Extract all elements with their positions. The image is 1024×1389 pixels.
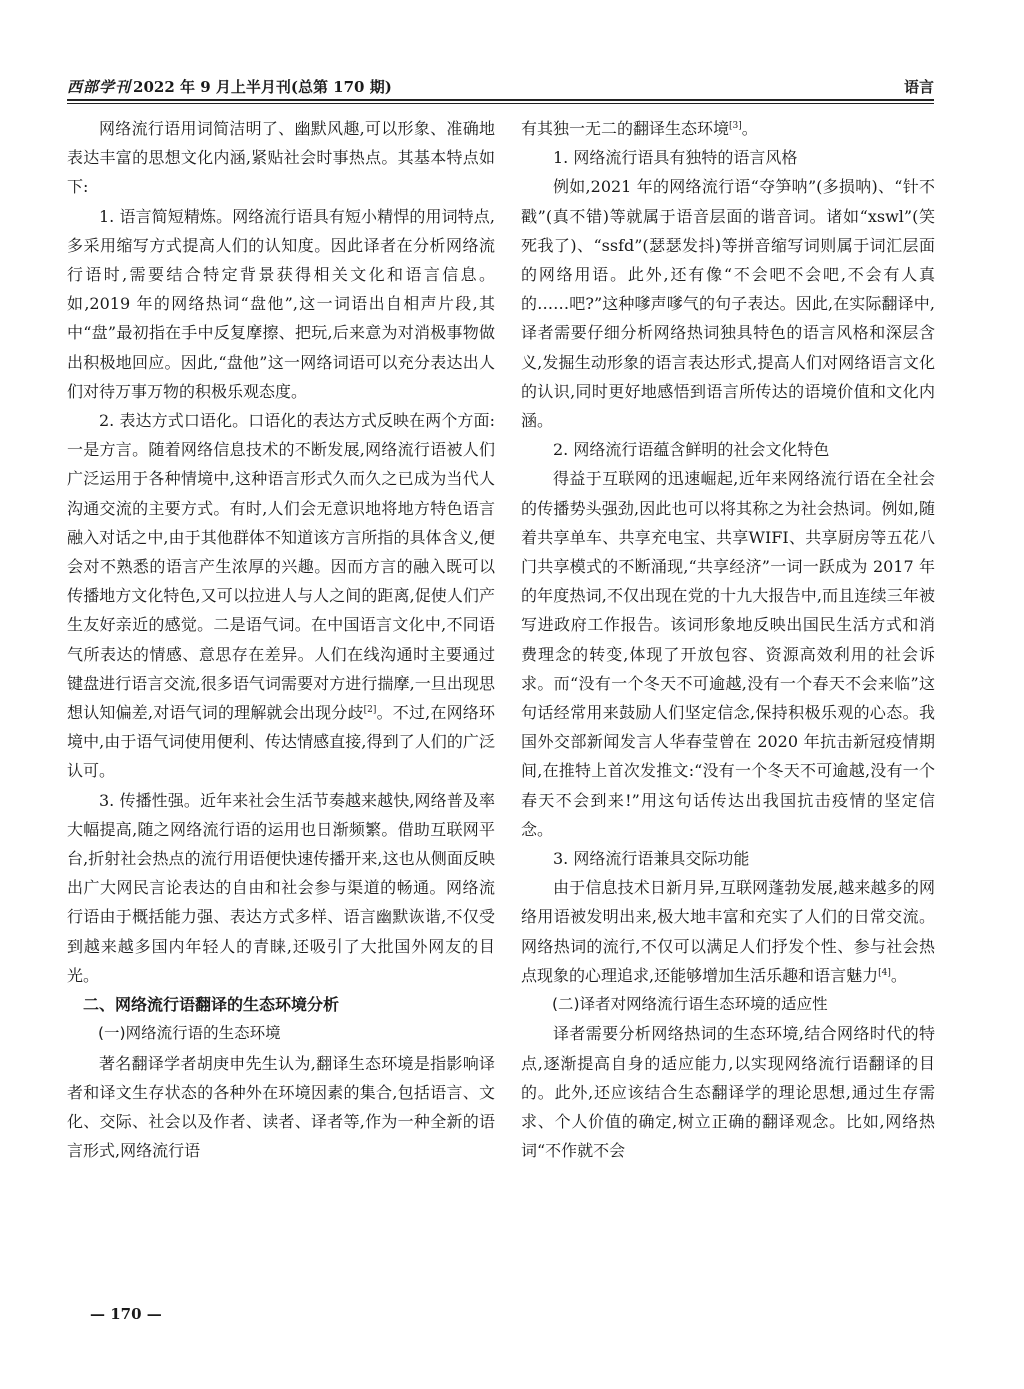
- running-header: [67, 76, 934, 98]
- paragraph: [521, 1019, 935, 1165]
- numbered-subheading: [521, 143, 935, 172]
- paragraph: [521, 114, 935, 143]
- paragraph: [67, 114, 495, 202]
- paragraph: [67, 1049, 495, 1166]
- paragraph-text: 1. 网络流行语具有独特的语言风格: [553, 148, 798, 168]
- paragraph-text-tail: 。: [890, 965, 907, 985]
- paragraph-text: (二)译者对网络流行语生态环境的适应性: [552, 995, 828, 1014]
- paragraph: [521, 464, 935, 844]
- numbered-subheading: [521, 435, 935, 464]
- paragraph: [521, 873, 935, 990]
- paragraph-text: 著名翻译学者胡庚申先生认为,翻译生态环境是指影响译者和译文生存状态的各种外在环境因素的集合,包括语言、文化、交际、社会以及作者、读者、译者等,作为一种全新的语言形式,网络流行语: [67, 1053, 495, 1161]
- citation-marker: [4]: [878, 967, 891, 978]
- header-rule-thin: [67, 103, 934, 104]
- paragraph: [67, 406, 495, 786]
- page-number: — 170 —: [90, 1305, 162, 1323]
- paragraph-text: 例如,2021 年的网络流行语“夺笋呐”(多损呐)、“针不戳”(真不错)等就属于语音层面的谐音词。诸如“xswl”(笑死我了)、“ssfd”(瑟瑟发抖)等拼音缩写词则属于词汇层面的网络用语。此外,还有像“不会吧不会吧,不会有人真的……吧?”这种嗲声嗲气的句子表达。因此,在实际翻译中,译者需要仔细分析网络热词独具特色的语言风格和深层含义,发掘生动形象的语言表达形式,提高人们对网络语言文化的认识,同时更好地感悟到语言所传达的语境价值和文化内涵。: [521, 177, 935, 431]
- paragraph: [521, 172, 935, 435]
- left-column: [67, 114, 495, 1165]
- right-column: [521, 114, 935, 1165]
- section-heading: [67, 990, 495, 1019]
- paragraph: [67, 202, 495, 406]
- paragraph-text-tail: 。: [741, 119, 758, 138]
- subsection-heading: [521, 990, 935, 1019]
- paragraph-text: (一)网络流行语的生态环境: [98, 1024, 281, 1043]
- paragraph-text: 网络流行语用词简洁明了、幽默风趣,可以形象、准确地表达丰富的思想文化内涵,紧贴社会时事热点。其基本特点如下:: [67, 119, 495, 197]
- section-name: 语言: [903, 78, 934, 96]
- numbered-subheading: [521, 844, 935, 873]
- paragraph-text: 二、网络流行语翻译的生态环境分析: [83, 995, 340, 1015]
- paragraph-text: 2. 表达方式口语化。口语化的表达方式反映在两个方面:一是方言。随着网络信息技术的不断发展,网络流行语被人们广泛运用于各种情境中,这种语言形式久而久之已成为当代人沟通交流的主要方式。有时,人们会无意识地将地方特色语言融入对话之中,由于其他群体不知道该方言所指的具体含义,便会对不熟悉的语言产生浓厚的兴趣。因而方言的融入既可以传播地方文化特色,又可以拉进人与人之间的距离,促使人们产生友好亲近的感觉。二是语气词。在中国语言文化中,不同语气所表达的情感、意思存在差异。人们在线沟通时主要通过键盘进行语言交流,很多语气词需要对方进行揣摩,一旦出现思想认知偏差,对语气词的理解就会出现分歧: [67, 411, 495, 723]
- citation-marker: [3]: [729, 121, 742, 131]
- paragraph-text: 2. 网络流行语蕴含鲜明的社会文化特色: [553, 440, 830, 460]
- paragraph-text: 3. 传播性强。近年来社会生活节奏越来越快,网络普及率大幅提高,随之网络流行语的运用也日渐频繁。借助互联网平台,折射社会热点的流行用语便快速传播开来,这也从侧面反映出广大网民言论表达的自由和社会参与渠道的畅通。网络流行语由于概括能力强、表达方式多样、语言幽默诙谐,不仅受到越来越多国内年轻人的青睐,还吸引了大批国外网友的目光。: [67, 790, 495, 985]
- paragraph-text: 译者需要分析网络热词的生态环境,结合网络时代的特点,逐渐提高自身的适应能力,以实现网络流行语翻译的目的。此外,还应该结合生态翻译学的理论思想,通过生存需求、个人价值的确定,树立正确的翻译观念。比如,网络热词“不作就不会: [521, 1024, 935, 1161]
- journal-logo: 西部学刊: [67, 78, 132, 96]
- paragraph: [67, 786, 495, 990]
- issue-info: 2022 年 9 月上半月刊(总第 170 期): [133, 78, 392, 96]
- citation-marker: [2]: [363, 705, 377, 716]
- paragraph-text: 得益于互联网的迅速崛起,近年来网络流行语在全社会的传播势头强劲,因此也可以将其称之为社会热词。例如,随着共享单车、共享充电宝、共享WIFI、共享厨房等五花八门共享模式的不断涌现,“共享经济”一词一跃成为 2017 年的年度热词,不仅出现在党的十九大报告中,而且连续三年被写进政府工作报告。该词形象地反映出国民生活方式和消费理念的转变,体现了开放包容、资源高效利用的社会诉求。而“没有一个冬天不可逾越,没有一个春天不会来临”这句话经常用来鼓励人们坚定信念,保持积极乐观的心态。我国外交部新闻发言人华春莹曾在 2020 年抗击新冠疫情期间,在推特上首次发推文:“没有一个冬天不可逾越,没有一个春天不会到来!”用这句话传达出我国抗击疫情的坚定信念。: [521, 469, 935, 839]
- subsection-heading: [67, 1019, 495, 1048]
- header-rule: [67, 99, 934, 101]
- paragraph-text: 1. 语言简短精炼。网络流行语具有短小精悍的用词特点,多采用缩写方式提高人们的认知度。因此译者在分析网络流行语时,需要结合特定背景获得相关文化和语言信息。如,2019 年的网络热词“盘他”,这一词语出自相声片段,其中“盘”最初指在手中反复摩擦、把玩,后来意为对消极事物做出积极地回应。因此,“盘他”这一网络词语可以充分表达出人们对待万事万物的积极乐观态度。: [67, 206, 495, 401]
- journal-masthead: [67, 76, 392, 97]
- paragraph-text: 有其独一无二的翻译生态环境: [521, 119, 730, 138]
- paragraph-text: 3. 网络流行语兼具交际功能: [553, 849, 750, 869]
- paragraph-text: 由于信息技术日新月异,互联网蓬勃发展,越来越多的网络用语被发明出来,极大地丰富和充实了人们的日常交流。网络热词的流行,不仅可以满足人们抒发个性、参与社会热点现象的心理追求,还能够增加生活乐趣和语言魅力: [521, 878, 935, 985]
- paragraph-text-tail: 。不过,在网络环境中,由于语气词使用便利、传达情感直接,得到了人们的广泛认可。: [67, 703, 495, 781]
